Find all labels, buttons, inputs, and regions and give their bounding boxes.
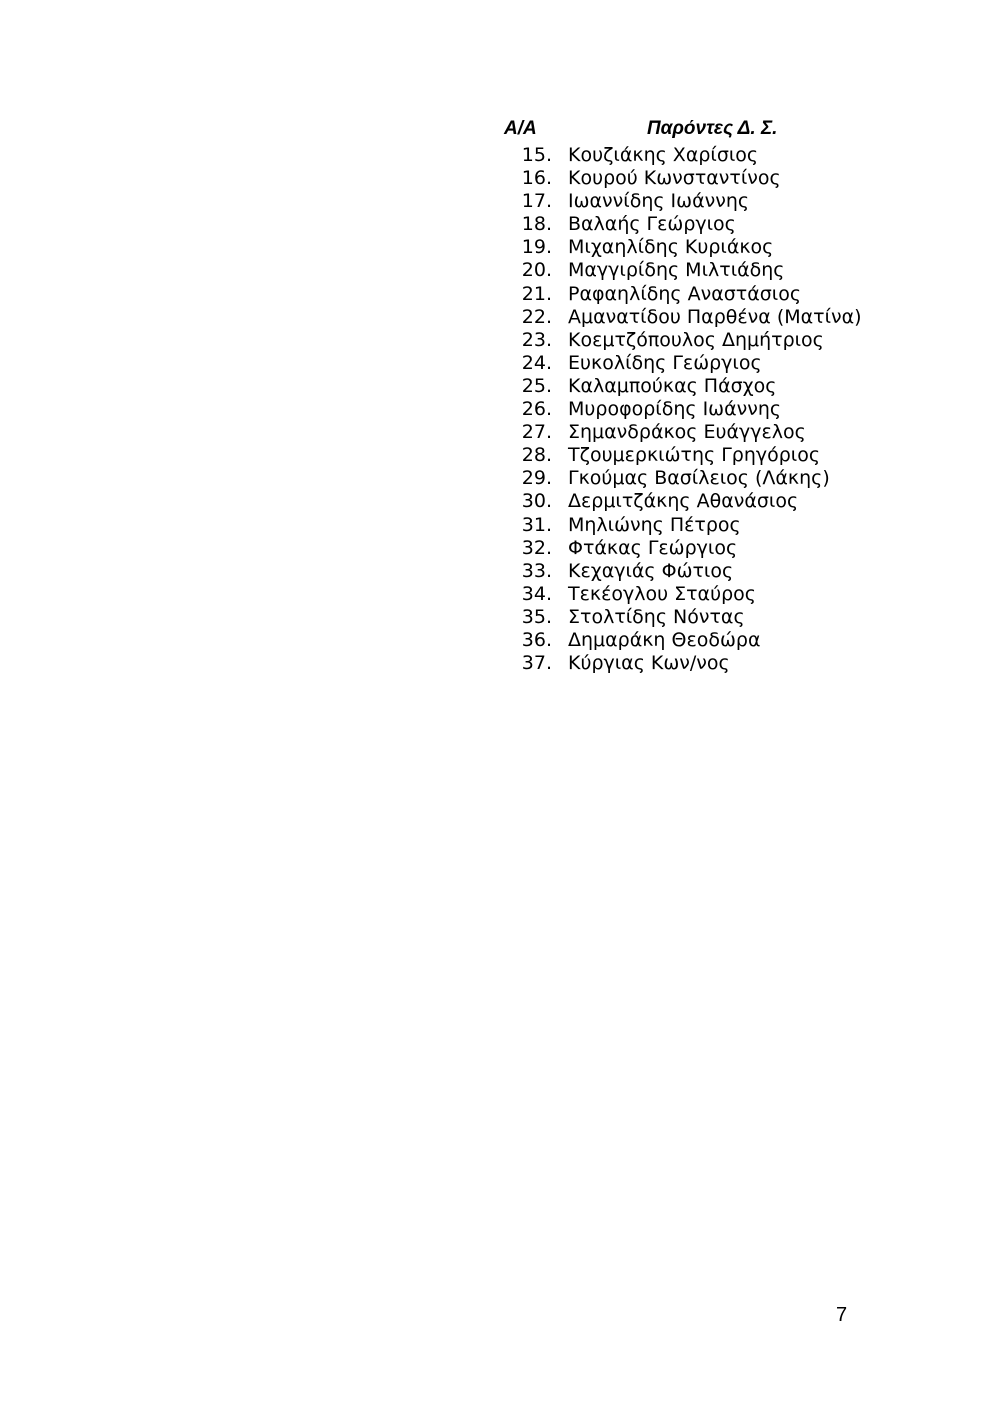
list-item	[500, 144, 900, 167]
member-number: 15.	[521, 144, 552, 166]
list-item	[500, 190, 900, 213]
member-number: 35.	[521, 605, 552, 628]
list-item	[500, 490, 900, 513]
attendance-header	[504, 118, 844, 144]
member-number: 37.	[521, 652, 552, 675]
member-name: Σημανδράκος Ευάγγελος	[568, 421, 806, 444]
list-item	[500, 329, 900, 352]
list-item	[500, 629, 900, 652]
member-number: 22.	[521, 305, 552, 328]
member-number: 32.	[521, 536, 552, 559]
member-name: Κουζιάκης Χαρίσιος	[568, 144, 759, 166]
member-number: 29.	[521, 467, 552, 490]
member-name: Δερμιτζάκης Αθανάσιος	[568, 490, 799, 513]
member-number: 20.	[521, 259, 552, 282]
member-name: Κύργιας Κων/νος	[568, 652, 730, 675]
list-item	[500, 398, 900, 421]
member-name: Μηλιώνης Πέτρος	[568, 513, 741, 536]
member-name: Γκούμας Βασίλειος (Λάκης)	[568, 467, 830, 490]
member-number: 34.	[521, 582, 552, 605]
member-number: 16.	[521, 167, 552, 190]
member-number: 23.	[521, 328, 552, 351]
list-item	[500, 560, 900, 583]
list-item	[500, 306, 900, 329]
list-item	[500, 421, 900, 444]
list-item	[500, 467, 900, 490]
member-name: Ιωαννίδης Ιωάννης	[568, 190, 750, 213]
member-name: Τεκέογλου Σταύρος	[568, 582, 756, 605]
member-name: Κοεμτζόπουλος Δημήτριος	[568, 328, 824, 351]
member-name: Κουρού Κωνσταντίνος	[568, 167, 781, 190]
member-name: Φτάκας Γεώργιος	[568, 536, 738, 559]
member-number: 19.	[521, 236, 552, 259]
member-number: 30.	[521, 490, 552, 513]
member-number: 31.	[521, 513, 552, 536]
member-number: 33.	[521, 559, 552, 582]
header-number-column: Α/Α	[504, 118, 537, 139]
header-name-column: Παρόντες Δ. Σ.	[647, 118, 778, 139]
member-name: Τζουμερκιώτης Γρηγόριος	[568, 444, 821, 467]
list-item	[500, 652, 900, 675]
member-name: Αμανατίδου Παρθένα (Ματίνα)	[568, 305, 862, 328]
member-name: Βαλαής Γεώργιος	[568, 213, 736, 236]
page-number: 7	[836, 1304, 848, 1326]
list-item	[500, 375, 900, 398]
list-item	[500, 444, 900, 467]
attendee-list	[500, 144, 900, 675]
member-name: Δημαράκη Θεοδώρα	[568, 628, 761, 651]
member-name: Στολτίδης Νόντας	[568, 605, 745, 628]
list-item	[500, 167, 900, 190]
list-item	[500, 352, 900, 375]
member-number: 36.	[521, 628, 552, 651]
member-name: Μιχαηλίδης Κυριάκος	[568, 236, 774, 259]
list-item	[500, 236, 900, 259]
list-item	[500, 213, 900, 236]
member-number: 28.	[521, 444, 552, 467]
member-name: Μαγγιρίδης Μιλτιάδης	[568, 259, 785, 282]
list-item	[500, 259, 900, 282]
list-item	[500, 283, 900, 306]
member-number: 21.	[521, 282, 552, 305]
list-item	[500, 606, 900, 629]
member-number: 27.	[521, 421, 552, 444]
member-name: Ευκολίδης Γεώργιος	[568, 351, 762, 374]
list-item	[500, 583, 900, 606]
member-name: Ραφαηλίδης Αναστάσιος	[568, 282, 802, 305]
member-name: Μυροφορίδης Ιωάννης	[568, 398, 782, 421]
member-number: 24.	[521, 351, 552, 374]
member-number: 25.	[521, 374, 552, 397]
member-number: 17.	[521, 190, 552, 213]
list-item	[500, 537, 900, 560]
member-name: Καλαμπούκας Πάσχος	[568, 374, 777, 397]
list-item	[500, 514, 900, 537]
member-number: 26.	[521, 398, 552, 421]
member-number: 18.	[521, 213, 552, 236]
member-name: Κεχαγιάς Φώτιος	[568, 559, 734, 582]
